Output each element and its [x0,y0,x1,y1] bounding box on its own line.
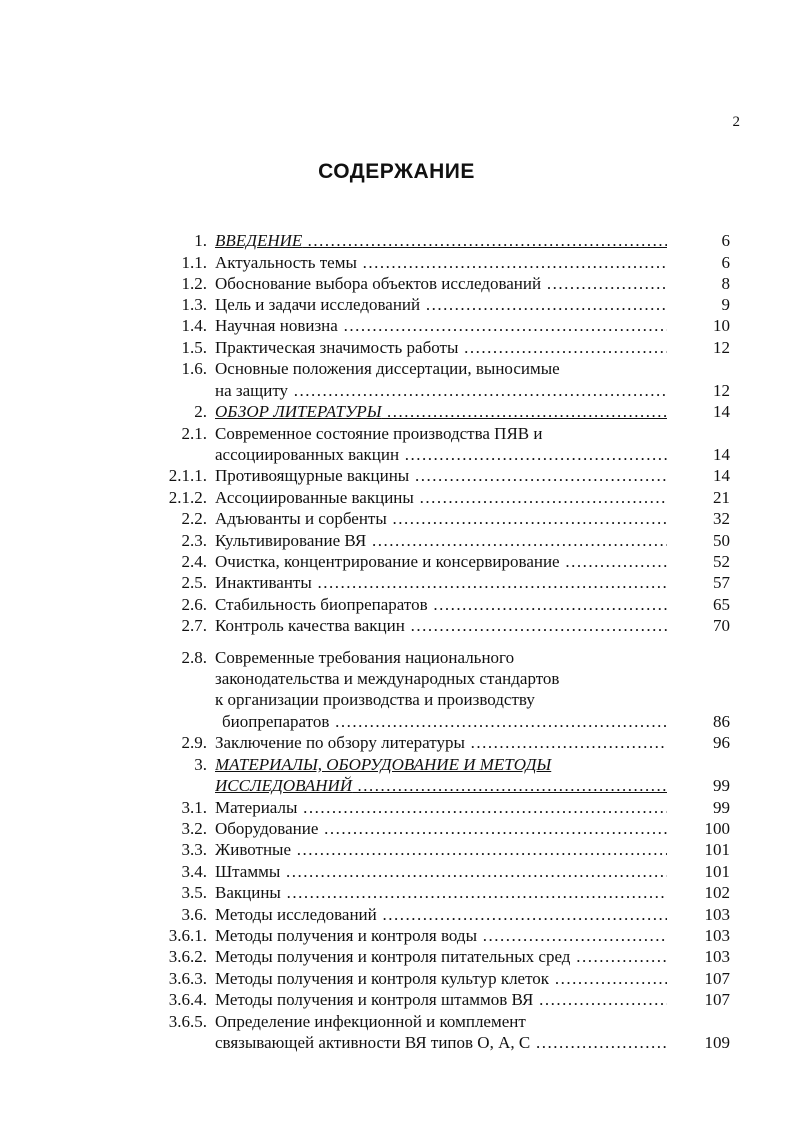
toc-title: Очистка, концентрирование и консервирование ..... [215,551,667,573]
toc-entry [0,423,793,445]
toc-page: 96 [713,733,730,752]
toc-title: Оборудование ..... [215,818,667,840]
toc-title: к организации производства и производству [215,690,535,709]
toc-entry [0,273,793,295]
toc-page: 86 [713,712,730,731]
toc-number: 3.6.3. [168,969,207,988]
toc-title: Цель и задачи исследований ..... [215,294,667,316]
toc-number: 2.1.2. [168,488,207,507]
toc-title: Штаммы ..... [215,861,667,883]
toc-page: 99 [713,798,730,817]
toc-title: Методы получения и контроля воды ..... [215,925,667,947]
toc-number: 3.6.5. [168,1012,207,1031]
toc-page: 14 [713,402,730,421]
toc-entry [0,337,793,359]
toc-page: 101 [704,862,730,881]
toc-page: 12 [713,381,730,400]
toc-title: ИССЛЕДОВАНИЙ ..... [215,775,667,797]
toc-title: Основные положения диссертации, выносимые [215,359,560,378]
toc-number: 1. [194,231,207,250]
toc-title: ВВЕДЕНИЕ ..... [215,230,667,252]
toc-entry [0,465,793,487]
toc-entry [0,572,793,594]
toc-title: ОБЗОР ЛИТЕРАТУРЫ ..... [215,401,667,423]
toc-number: 1.2. [181,274,207,293]
toc-page: 100 [704,819,730,838]
toc-title: Актуальность темы ..... [215,252,667,274]
toc-number: 3.3. [181,840,207,859]
toc-page: 6 [721,231,730,250]
toc-number: 3.5. [181,883,207,902]
toc-title: Научная новизна ..... [215,315,667,337]
toc-page: 8 [721,274,730,293]
toc-title: Инактиванты ..... [215,572,667,594]
page-number: 2 [732,114,740,130]
toc-entry [0,551,793,573]
toc-entry [0,968,793,990]
toc-number: 2.1.1. [168,466,207,485]
toc-entry [0,358,793,380]
toc-entry [0,487,793,509]
toc-title: связывающей активности ВЯ типов О, А, С ..... [215,1032,667,1054]
toc-page: 14 [713,466,730,485]
toc-page: 9 [721,295,730,314]
toc-title: законодательства и международных стандартов [215,669,560,688]
toc-number: 3.6. [181,905,207,924]
toc-page: 107 [704,969,730,988]
toc-number: 1.5. [181,338,207,357]
toc-entry [0,252,793,274]
toc-page: 10 [713,316,730,335]
toc-title: Вакцины ..... [215,882,667,904]
toc-title: Современное состояние производства ПЯВ и [215,424,543,443]
toc-entry [0,861,793,883]
toc-title: Обоснование выбора объектов исследований ..... [215,273,667,295]
toc-entry-continuation [0,689,793,711]
toc-entry [0,882,793,904]
toc-entry [0,989,793,1011]
toc-number: 1.4. [181,316,207,335]
toc-page: 99 [713,776,730,795]
toc-title: Контроль качества вакцин ..... [215,615,667,637]
toc-title: Культивирование ВЯ ..... [215,530,667,552]
toc-entry-continuation [0,668,793,690]
toc-page: 65 [713,595,730,614]
toc-title: Определение инфекционной и комплемент [215,1012,526,1031]
toc-page: 101 [704,840,730,859]
toc-entry-continuation [0,711,793,733]
toc-page: 70 [713,616,730,635]
toc-entry [0,508,793,530]
toc-entry [0,754,793,776]
toc-page: 103 [704,926,730,945]
toc-page: 109 [704,1033,730,1052]
toc-page: 52 [713,552,730,571]
toc-number: 3.1. [181,798,207,817]
toc-number: 2. [194,402,207,421]
toc-entry [0,946,793,968]
toc-title: Методы исследований ..... [215,904,667,926]
toc-entry [0,1011,793,1033]
toc-number: 2.7. [181,616,207,635]
toc-title: Животные ..... [215,839,667,861]
toc-number: 3.6.1. [168,926,207,945]
toc-title: Методы получения и контроля штаммов ВЯ ..... [215,989,667,1011]
toc-number: 2.4. [181,552,207,571]
toc-entry [0,294,793,316]
toc-number: 2.1. [181,424,207,443]
toc-entry [0,230,793,252]
toc-entry [0,594,793,616]
toc-title: Методы получения и контроля культур клеток ..... [215,968,667,990]
toc-page: 32 [713,509,730,528]
toc-page: 12 [713,338,730,357]
toc-number: 3.4. [181,862,207,881]
toc-number: 2.8. [181,648,207,667]
toc-page: 102 [704,883,730,902]
toc-entry-continuation [0,444,793,466]
toc-number: 3.2. [181,819,207,838]
toc-title: Ассоциированные вакцины ..... [215,487,667,509]
toc-number: 3. [194,755,207,774]
toc-number: 2.3. [181,531,207,550]
toc-entry [0,904,793,926]
toc-title: Современные требования национального [215,648,515,667]
toc-entry-continuation [0,1032,793,1054]
toc-entry [0,401,793,423]
toc-title: Противоящурные вакцины ..... [215,465,667,487]
toc-page: 14 [713,445,730,464]
toc-title: ассоциированных вакцин ..... [215,444,667,466]
toc-page: 21 [713,488,730,507]
toc-page: 107 [704,990,730,1009]
toc-title: Стабильность биопрепаратов ..... [215,594,667,616]
toc-page: 103 [704,905,730,924]
toc-number: 3.6.2. [168,947,207,966]
toc-number: 1.1. [181,253,207,272]
toc-entry [0,315,793,337]
toc-entry [0,925,793,947]
toc-page: 50 [713,531,730,550]
toc-page: 103 [704,947,730,966]
toc-entry-continuation [0,380,793,402]
page-title: СОДЕРЖАНИЕ [318,160,475,183]
toc-entry-continuation [0,775,793,797]
toc-entry [0,839,793,861]
toc-entry [0,732,793,754]
toc-entry [0,615,793,637]
toc-title: на защиту ..... [215,380,667,402]
toc-title: Практическая значимость работы ..... [215,337,667,359]
toc-title: МАТЕРИАЛЫ, ОБОРУДОВАНИЕ И МЕТОДЫ [215,755,552,774]
toc-title: Заключение по обзору литературы ..... [215,732,667,754]
toc-title: Адъюванты и сорбенты ..... [215,508,667,530]
toc-title: Методы получения и контроля питательных сред ..... [215,946,667,968]
toc-page: 6 [721,253,730,272]
toc-page: 57 [713,573,730,592]
toc-number: 1.3. [181,295,207,314]
toc-number: 1.6. [181,359,207,378]
toc-number: 3.6.4. [168,990,207,1009]
toc-number: 2.9. [181,733,207,752]
toc-number: 2.5. [181,573,207,592]
toc-entry [0,818,793,840]
toc-number: 2.2. [181,509,207,528]
toc-entry [0,647,793,669]
toc-entry [0,530,793,552]
toc-title: биопрепаратов ..... [222,711,667,733]
toc-entry [0,797,793,819]
toc-title: Материалы ..... [215,797,667,819]
toc-number: 2.6. [181,595,207,614]
